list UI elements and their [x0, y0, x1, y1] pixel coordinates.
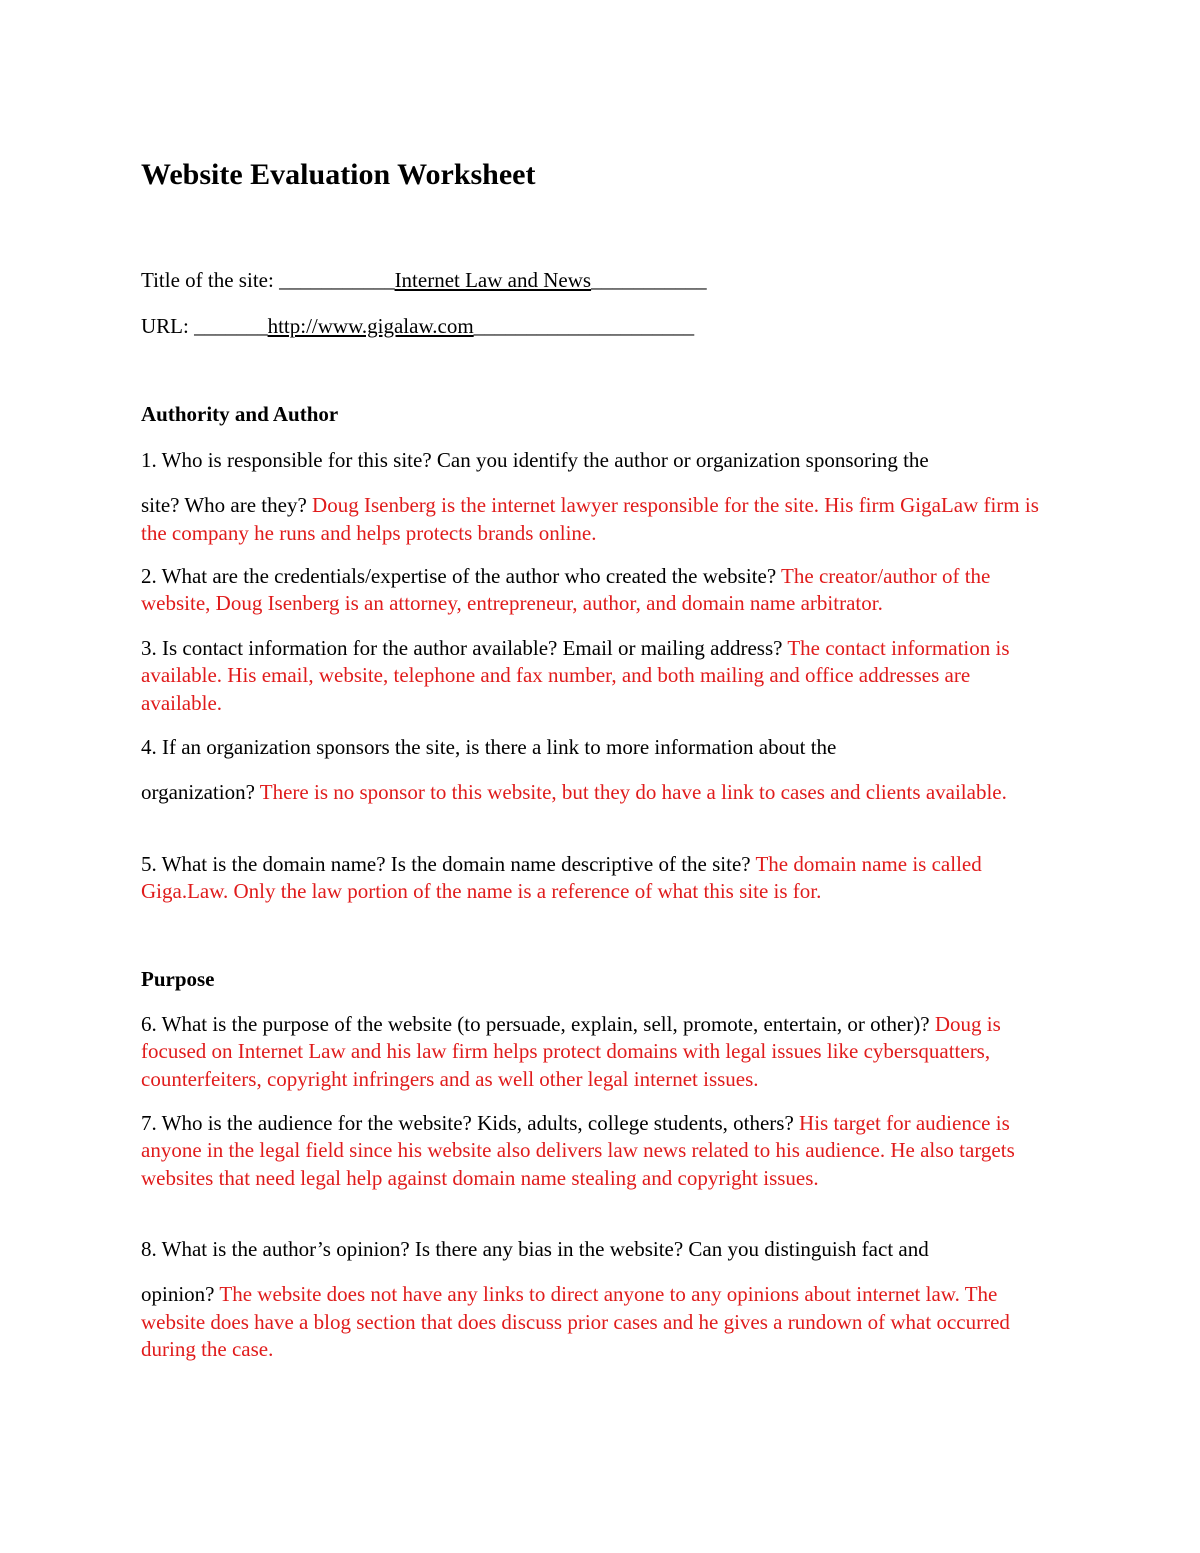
page-title: Website Evaluation Worksheet [141, 158, 536, 191]
question-6-text: 6. What is the purpose of the website (to persuade, explain, sell, promote, entertain, or other)? [141, 1012, 935, 1036]
section-heading-authority: Authority and Author [141, 402, 339, 426]
url-label: URL: [141, 314, 195, 338]
question-4-text: 4. If an organization sponsors the site, is there a link to more information about the [141, 735, 837, 759]
question-5-text: 5. What is the domain name? Is the domain name descriptive of the site? [141, 852, 756, 876]
question-8-text-cont: opinion? [141, 1282, 220, 1307]
question-6 [141, 1011, 1046, 1093]
url-value: http://www.gigalaw.com [267, 314, 474, 338]
answer-5: The domain name is called Giga.Law. Only the law portion of the name is a reference of what this site is for. [141, 852, 982, 904]
question-5 [141, 851, 1046, 906]
site-title-blank-before: ___________ [279, 268, 395, 292]
site-title-value: Internet Law and News [394, 268, 592, 292]
question-3-text: 3. Is contact information for the author available? Email or mailing address? [141, 636, 788, 660]
question-2-text: 2. What are the credentials/expertise of the author who created the website? [141, 564, 782, 588]
question-3 [141, 635, 1046, 717]
site-title-field [141, 268, 707, 293]
answer-8: The website does not have any links to direct anyone to any opinions about internet law. The website does have a blog section that does discuss prior cases and he gives a rundown of what occurred during the case. [141, 1282, 1010, 1361]
url-blank-after: _____________________ [473, 314, 695, 338]
question-1-text: 1. Who is responsible for this site? Can you identify the author or organization sponsoring the [141, 448, 929, 472]
answer-7: His target for audience is anyone in the legal field since his website also delivers law news related to his audience. He also targets websites that need legal help against domain name stealing and copyright issues. [141, 1111, 1015, 1190]
url-blank-before: _______ [194, 314, 268, 338]
question-1-text-cont: site? Who are they? [141, 493, 313, 518]
question-2 [141, 563, 1046, 618]
answer-2: The creator/author of the website, Doug Isenberg is an attorney, entrepreneur, author, and domain name arbitrator. [141, 564, 991, 616]
answer-4: There is no sponsor to this website, but they do have a link to cases and clients available. [259, 780, 1007, 805]
question-8-text: 8. What is the author’s opinion? Is there any bias in the website? Can you distinguish fact and [141, 1237, 929, 1261]
question-8 [141, 1236, 1046, 1363]
question-1 [141, 447, 1046, 547]
answer-6: Doug is focused on Internet Law and his law firm helps protect domains with legal issues like cybersquatters, counterfeiters, copyright infringers and as well other legal internet issues. [141, 1012, 1001, 1091]
question-7-text: 7. Who is the audience for the website? Kids, adults, college students, others? [141, 1111, 800, 1135]
question-4-text-cont: organization? [141, 780, 260, 805]
answer-3: The contact information is available. His email, website, telephone and fax number, and both mailing and office addresses are available. [141, 636, 1010, 715]
url-field [141, 314, 694, 339]
site-title-label: Title of the site: [141, 268, 280, 292]
section-heading-purpose: Purpose [141, 967, 215, 991]
answer-1: Doug Isenberg is the internet lawyer responsible for the site. His firm GigaLaw firm is the company he runs and helps protects brands online. [141, 493, 1039, 545]
question-7 [141, 1110, 1046, 1192]
site-title-blank-after: ___________ [591, 268, 707, 292]
question-4 [141, 734, 1046, 807]
